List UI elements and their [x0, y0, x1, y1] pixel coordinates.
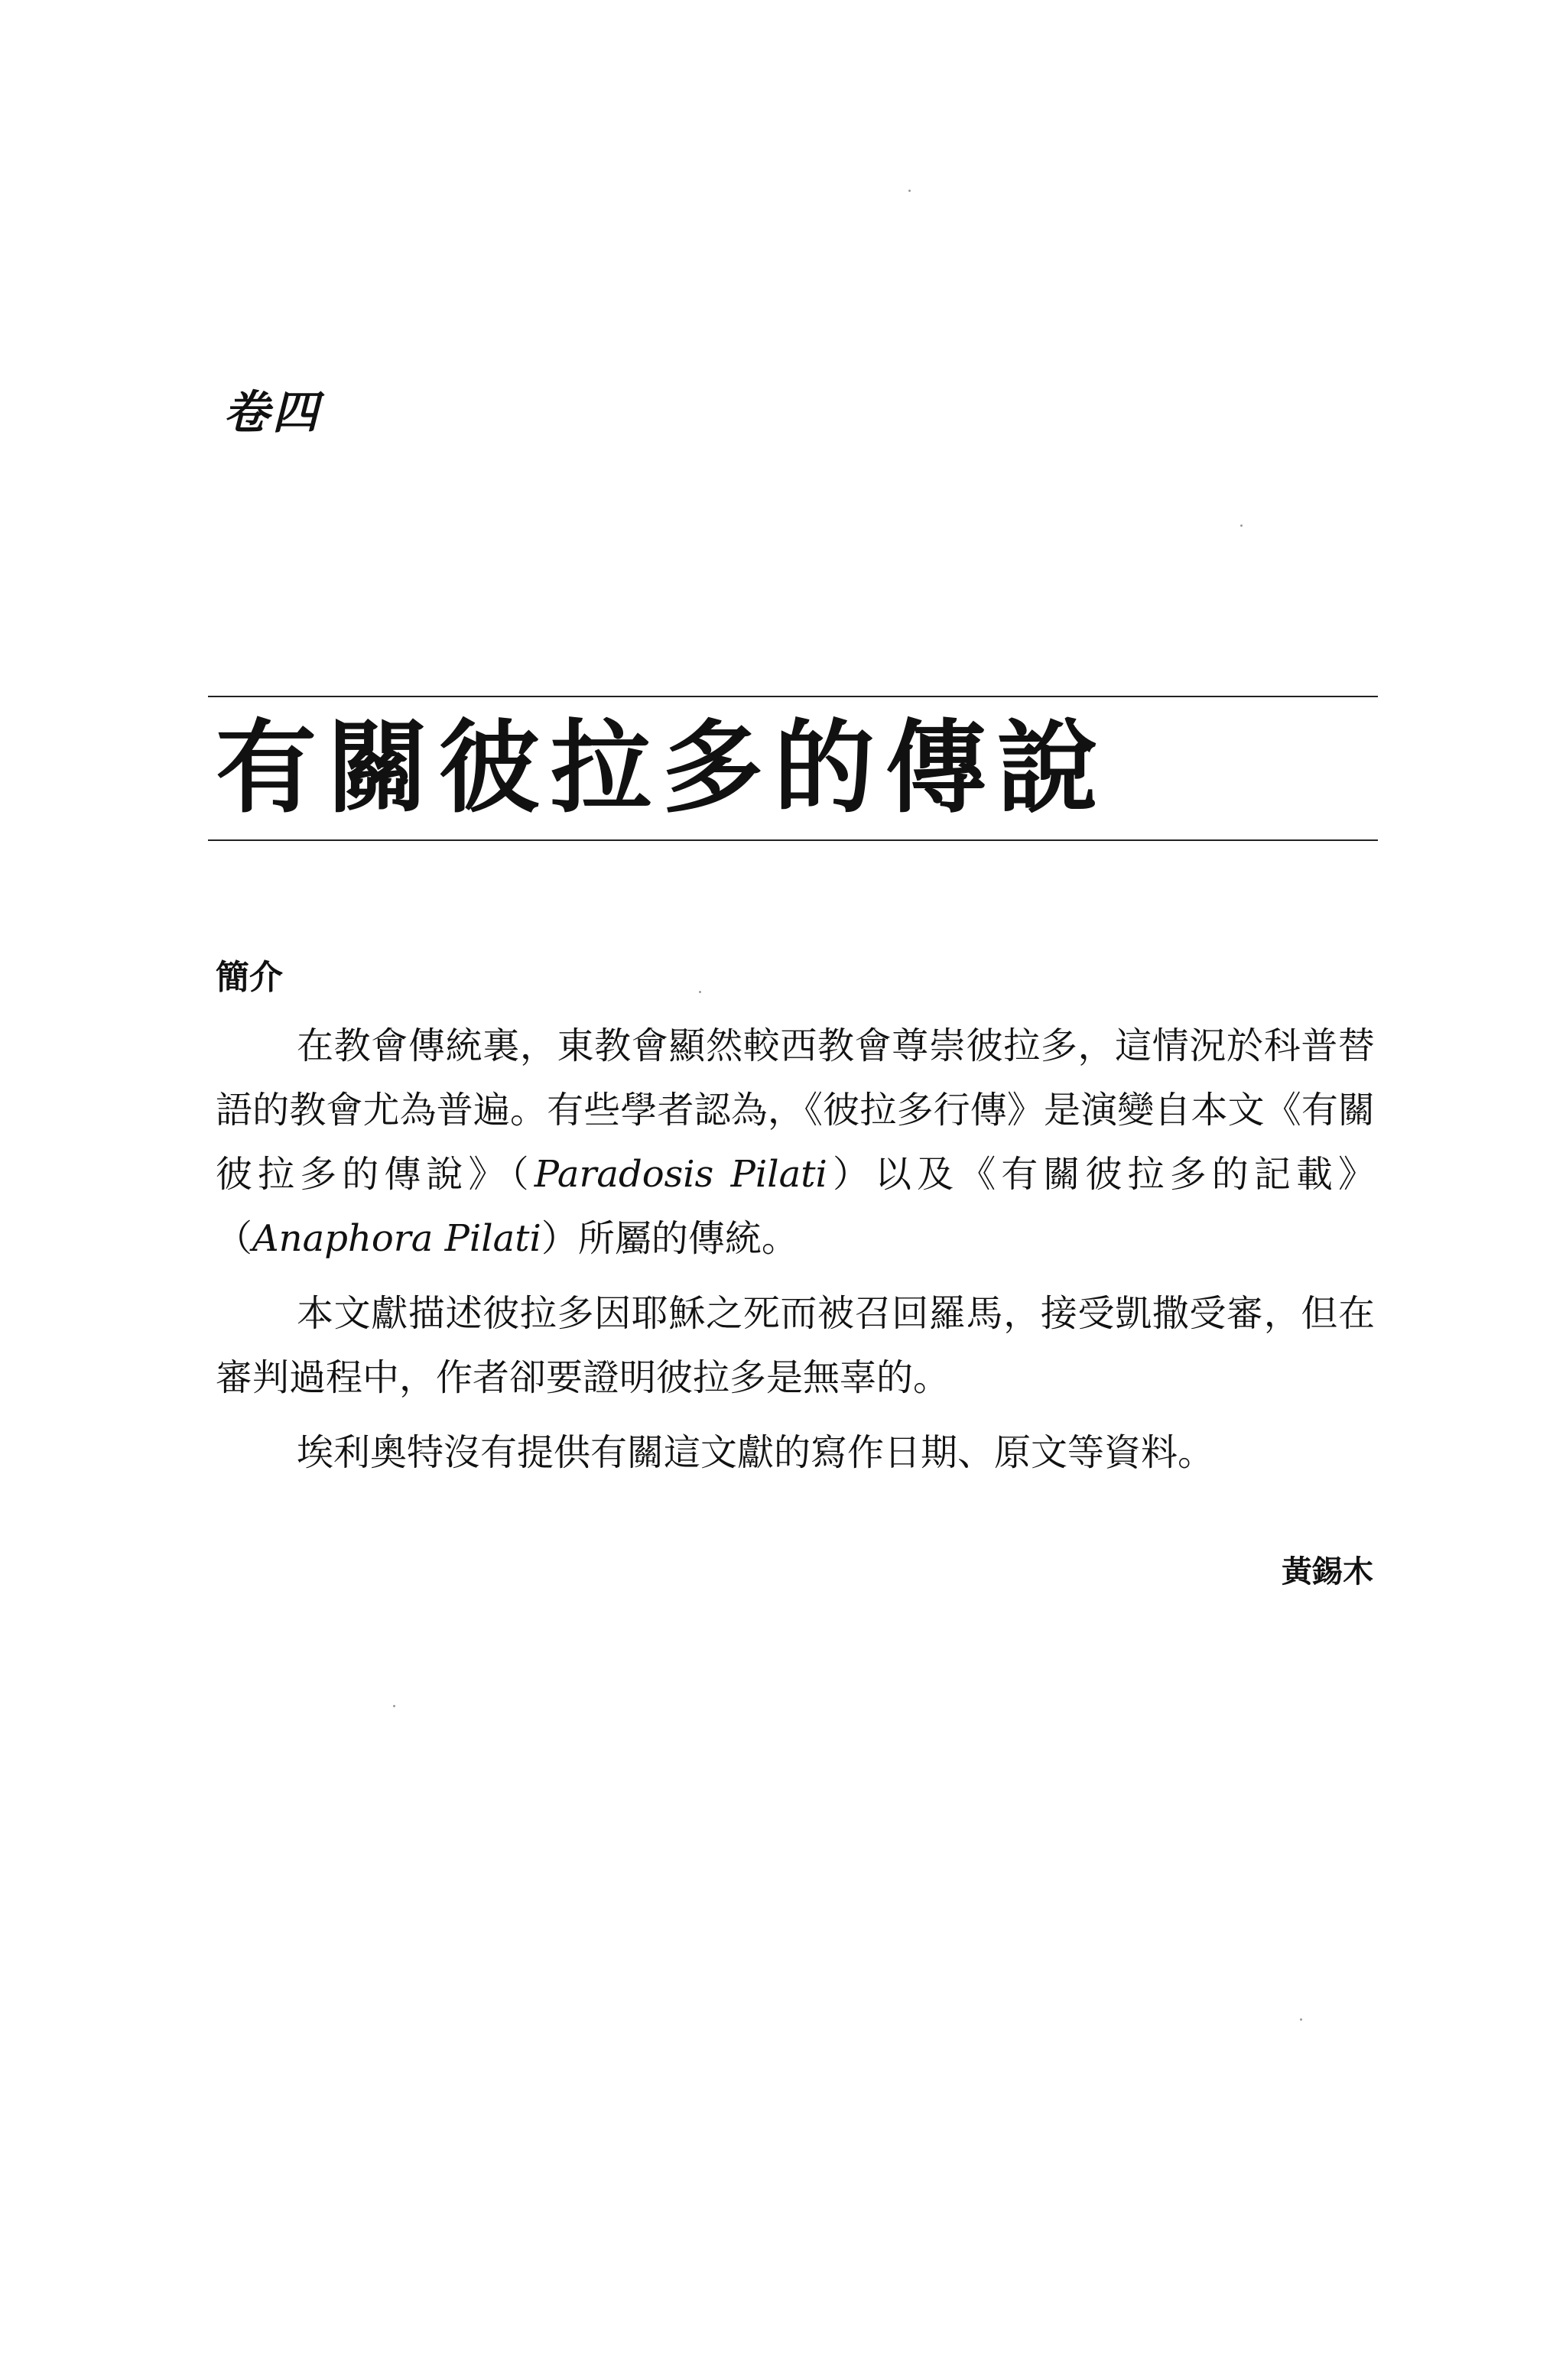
scan-speck [393, 1705, 395, 1707]
scan-speck [1240, 524, 1243, 527]
paragraph-3: 埃利奧特沒有提供有關這文獻的寫作日期、原文等資料。 [297, 1431, 1215, 1474]
latin-title-paradosis: Paradosis Pilati [534, 1153, 827, 1196]
title-top-rule [208, 696, 1378, 697]
introduction-body [216, 1014, 1375, 1485]
scan-speck [1300, 2018, 1302, 2021]
author-name: 黃錫木 [1282, 1554, 1373, 1589]
section-heading-introduction: 簡介 [216, 958, 283, 997]
volume-label: 卷四 [223, 386, 321, 440]
paragraph-1 [216, 1014, 1375, 1271]
paragraph-1-text-b: ）以及《有關彼拉多的記載》（ [216, 1153, 1375, 1260]
scan-speck [699, 991, 701, 993]
paragraph-1-text-a: 在教會傳統裏，東教會顯然較西教會尊崇彼拉多，這情況於科普替語的教會尤為普遍。有些學者認為，《彼拉多行傳》是演變自本文《有關彼拉多的傳說》（ [216, 1024, 1375, 1196]
title-bottom-rule [208, 839, 1378, 841]
page-title: 有關彼拉多的傳說 [216, 709, 1109, 827]
paragraph-2: 本文獻描述彼拉多因耶穌之死而被召回羅馬，接受凱撒受審，但在審判過程中，作者卻要證明彼拉多是無辜的。 [216, 1292, 1375, 1399]
paragraph-1-text-c: ）所屬的傳統。 [541, 1217, 798, 1260]
scan-speck [908, 190, 911, 192]
latin-title-anaphora: Anaphora Pilati [252, 1217, 541, 1260]
